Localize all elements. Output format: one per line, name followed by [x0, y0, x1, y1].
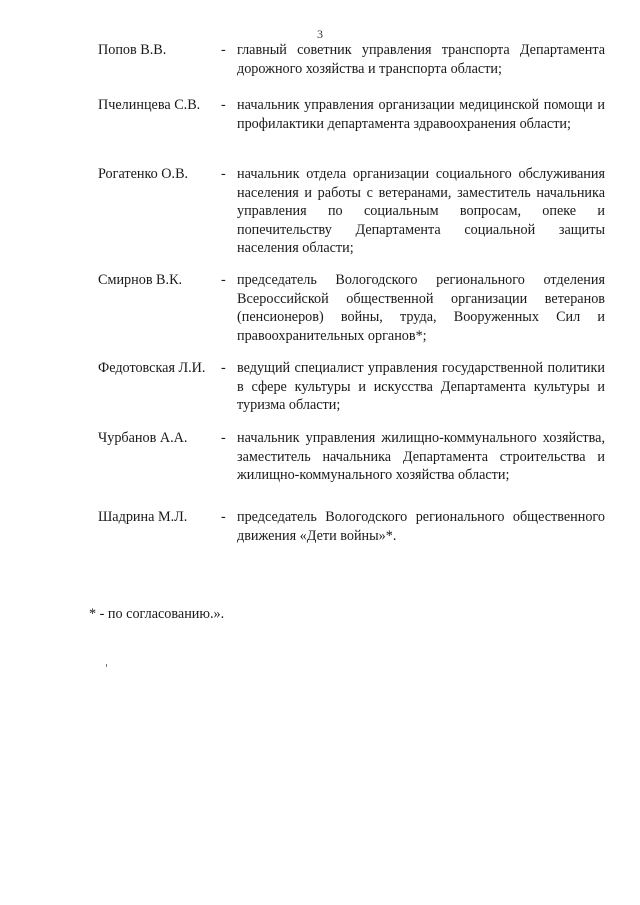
footnote: * - по согласованию.».: [89, 606, 225, 622]
member-role: председатель Вологодского регионального отделения Всероссийской общественной организации ветеранов (пенсионеров) войны, труда, Вооруженных Сил и правоохранительных органов*;: [237, 272, 605, 344]
member-role: начальник отдела организации социального обслуживания населения и работы с ветеранами, заместитель начальника управления по социальным вопросам, опеке и попечительству Департамента социальной защиты населения области;: [237, 166, 605, 256]
member-role: главный советник управления транспорта Департамента дорожного хозяйства и транспорта области;: [237, 42, 605, 77]
member-dash: -: [221, 42, 226, 58]
member-name: Попов В.В.: [98, 42, 167, 58]
member-dash: -: [221, 272, 226, 288]
member-role: начальник управления организации медицинской помощи и профилактики департамента здравоохранения области;: [237, 97, 605, 132]
member-name: Шадрина М.Л.: [98, 509, 188, 525]
member-name: Пчелинцева С.В.: [98, 97, 201, 113]
page-number: 3: [317, 27, 323, 41]
member-dash: -: [221, 360, 226, 376]
member-dash: -: [221, 509, 226, 525]
member-dash: -: [221, 430, 226, 446]
member-dash: -: [221, 166, 226, 182]
member-name: Чурбанов А.А.: [98, 430, 188, 446]
member-role: ведущий специалист управления государственной политики в сфере культуры и искусства Департамента культуры и туризма области;: [237, 360, 605, 413]
member-name: Федотовская Л.И.: [98, 360, 206, 376]
member-name: Смирнов В.К.: [98, 272, 183, 288]
scan-speck: [106, 664, 107, 667]
member-name: Рогатенко О.В.: [98, 166, 189, 182]
member-role: председатель Вологодского регионального общественного движения «Дети войны»*.: [237, 509, 605, 544]
member-role: начальник управления жилищно-коммунального хозяйства, заместитель начальника Департамента строительства и жилищно-коммунального хозяйства области;: [237, 430, 605, 483]
member-dash: -: [221, 97, 226, 113]
